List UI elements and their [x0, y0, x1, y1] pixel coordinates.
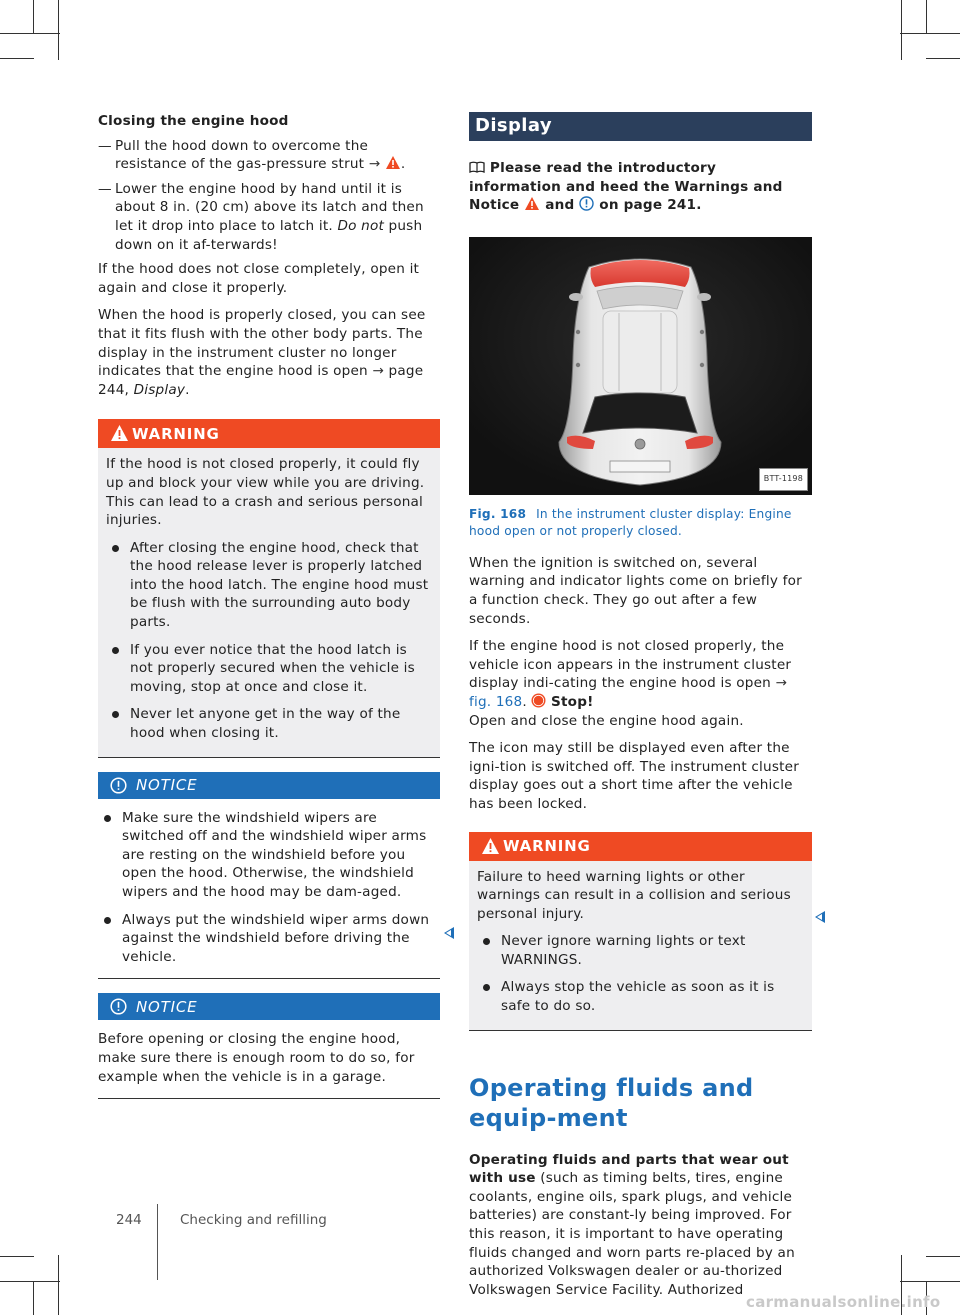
intro-text: Please read the introductory information and heed the Warnings and Notice and on page 241. — [469, 160, 783, 214]
page-reference-link[interactable]: page 244, Display — [98, 363, 424, 398]
notice-text: Before opening or closing the engine hood, make sure there is enough room to do so, for example when the vehicle is in a garage. — [98, 1031, 415, 1085]
footer-divider — [157, 1204, 158, 1280]
crop-mark — [58, 0, 59, 60]
page-number: 244 — [116, 1212, 142, 1228]
paragraph-flush: When the hood is properly closed, you can see that it fits flush with the other body parts. The display in the instrument cluster no longer indicates that the engine hood is open → page 244, Display. — [98, 307, 426, 398]
crop-mark — [0, 1281, 60, 1282]
notice-exclamation-icon — [110, 998, 127, 1015]
end-marker-icon — [815, 911, 825, 923]
figure-reference-link[interactable]: fig. 168 — [469, 693, 523, 710]
car-top-view-illustration — [469, 237, 812, 495]
book-icon — [469, 161, 485, 173]
warning-box — [469, 832, 812, 1031]
section-heading-operating-fluids: Operating fluids and equip-ment — [469, 1073, 754, 1132]
warning-triangle-icon — [524, 196, 540, 211]
closing-heading: Closing the engine hood — [98, 113, 289, 129]
notice-header: NOTICE — [98, 993, 440, 1020]
figure-tag: BTT-1198 — [759, 468, 808, 491]
paragraph-vehicle-icon: If the engine hood is not closed properly, the vehicle icon appears in the instrument cluster display indi-cating the engine hood is open → fig. 168. Stop! Open and close the engine hood again. — [469, 638, 792, 729]
figure-caption: Fig. 168 In the instrument cluster display: Engine hood open or not properly closed. — [469, 506, 792, 538]
step-lower-hood: — Lower the engine hood by hand until it is about 8 in. (20 cm) above its latch and then let it drop into place to latch it. Do not push down on it af-terwards! — [98, 180, 440, 254]
warning-triangle-icon — [110, 424, 129, 442]
crop-mark — [0, 1256, 34, 1257]
section-title: Display — [469, 112, 812, 141]
warning-body — [98, 448, 440, 757]
notice-box — [98, 993, 440, 1099]
warning-text: Failure to heed warning lights or other warnings can result in a collision and serious personal injury. — [477, 868, 791, 922]
stop-icon — [531, 693, 546, 708]
crop-mark — [900, 1281, 960, 1282]
paragraph-icon-after-ignition: The icon may still be displayed even after the igni-tion is switched off. The instrument cluster display goes out a short time after the vehicle has been locked. — [469, 740, 800, 812]
left-column — [98, 108, 440, 1099]
figure-engine-hood-display — [469, 237, 812, 495]
warning-bullet: Always stop the vehicle as soon as it is safe to do so. — [477, 978, 804, 1015]
notice-body — [98, 1020, 440, 1099]
crop-mark — [33, 1281, 34, 1315]
notice-bullet: Make sure the windshield wipers are switched off and the windshield wiper arms are resting on the windshield before you open the hood. Otherwise, the windshield wipers and the hood may be dam-aged. — [98, 809, 440, 902]
crop-mark — [926, 58, 960, 59]
crop-mark — [926, 0, 927, 34]
warning-triangle-icon — [481, 837, 500, 855]
crop-mark — [0, 33, 60, 34]
warning-bullet: After closing the engine hood, check that the hood release lever is properly latched into the hood latch. The engine hood must be flush with the surrounding auto body parts. — [106, 539, 432, 632]
paragraph-function-check: When the ignition is switched on, several warning and indicator lights come on briefly for a function check. They go out after a few seconds. — [469, 554, 802, 627]
warning-bullet: Never ignore warning lights or text WARNINGS. — [477, 932, 804, 969]
warning-text: If the hood is not closed properly, it could fly up and block your view while you are driving. This can lead to a crash and serious personal injuries. — [106, 456, 425, 529]
notice-exclamation-icon — [110, 777, 127, 794]
notice-body — [98, 799, 440, 980]
crop-mark — [900, 33, 960, 34]
paragraph-operating-fluids: Operating fluids and parts that wear out with use (such as timing belts, tires, engine coolants, engine oils, spark plugs, and vehicle batteries) are constant-ly being improved. For this reason, it is important to have operating fluids changed and worn parts re-placed by an authorized Volkswagen dealer or au-thorized Volkswagen Service Facility. Authorized — [469, 1151, 795, 1298]
notice-box — [98, 772, 440, 980]
watermark: carmanualsonline.info — [746, 1293, 941, 1311]
paragraph-close-again: If the hood does not close completely, open it again and close it properly. — [98, 261, 420, 296]
right-column — [469, 112, 812, 1308]
warning-triangle-icon — [385, 155, 401, 170]
warning-bullet: If you ever notice that the hood latch is not properly secured when the vehicle is moving, stop at once and close it. — [106, 641, 432, 697]
footer-section-name: Checking and refilling — [180, 1212, 327, 1228]
crop-mark — [33, 0, 34, 34]
step-pull-hood: — Pull the hood down to overcome the resistance of the gas-pressure strut → . — [98, 137, 440, 174]
warning-box — [98, 419, 440, 757]
notice-header: NOTICE — [98, 772, 440, 799]
notice-bullet: Always put the windshield wiper arms down against the windshield before driving the vehicle. — [98, 911, 440, 967]
arrow-right-icon: → — [368, 156, 381, 173]
arrow-right-icon: → — [372, 363, 384, 380]
crop-mark — [58, 1255, 59, 1315]
end-marker-icon — [444, 927, 454, 939]
crop-mark — [901, 0, 902, 60]
warning-header: WARNING — [98, 419, 440, 448]
notice-exclamation-icon — [579, 196, 594, 211]
crop-mark — [926, 1256, 960, 1257]
crop-mark — [0, 58, 34, 59]
warning-bullet: Never let anyone get in the way of the hood when closing it. — [106, 705, 432, 742]
arrow-right-icon: → — [775, 675, 788, 692]
warning-header: WARNING — [469, 832, 812, 861]
warning-body — [469, 861, 812, 1031]
